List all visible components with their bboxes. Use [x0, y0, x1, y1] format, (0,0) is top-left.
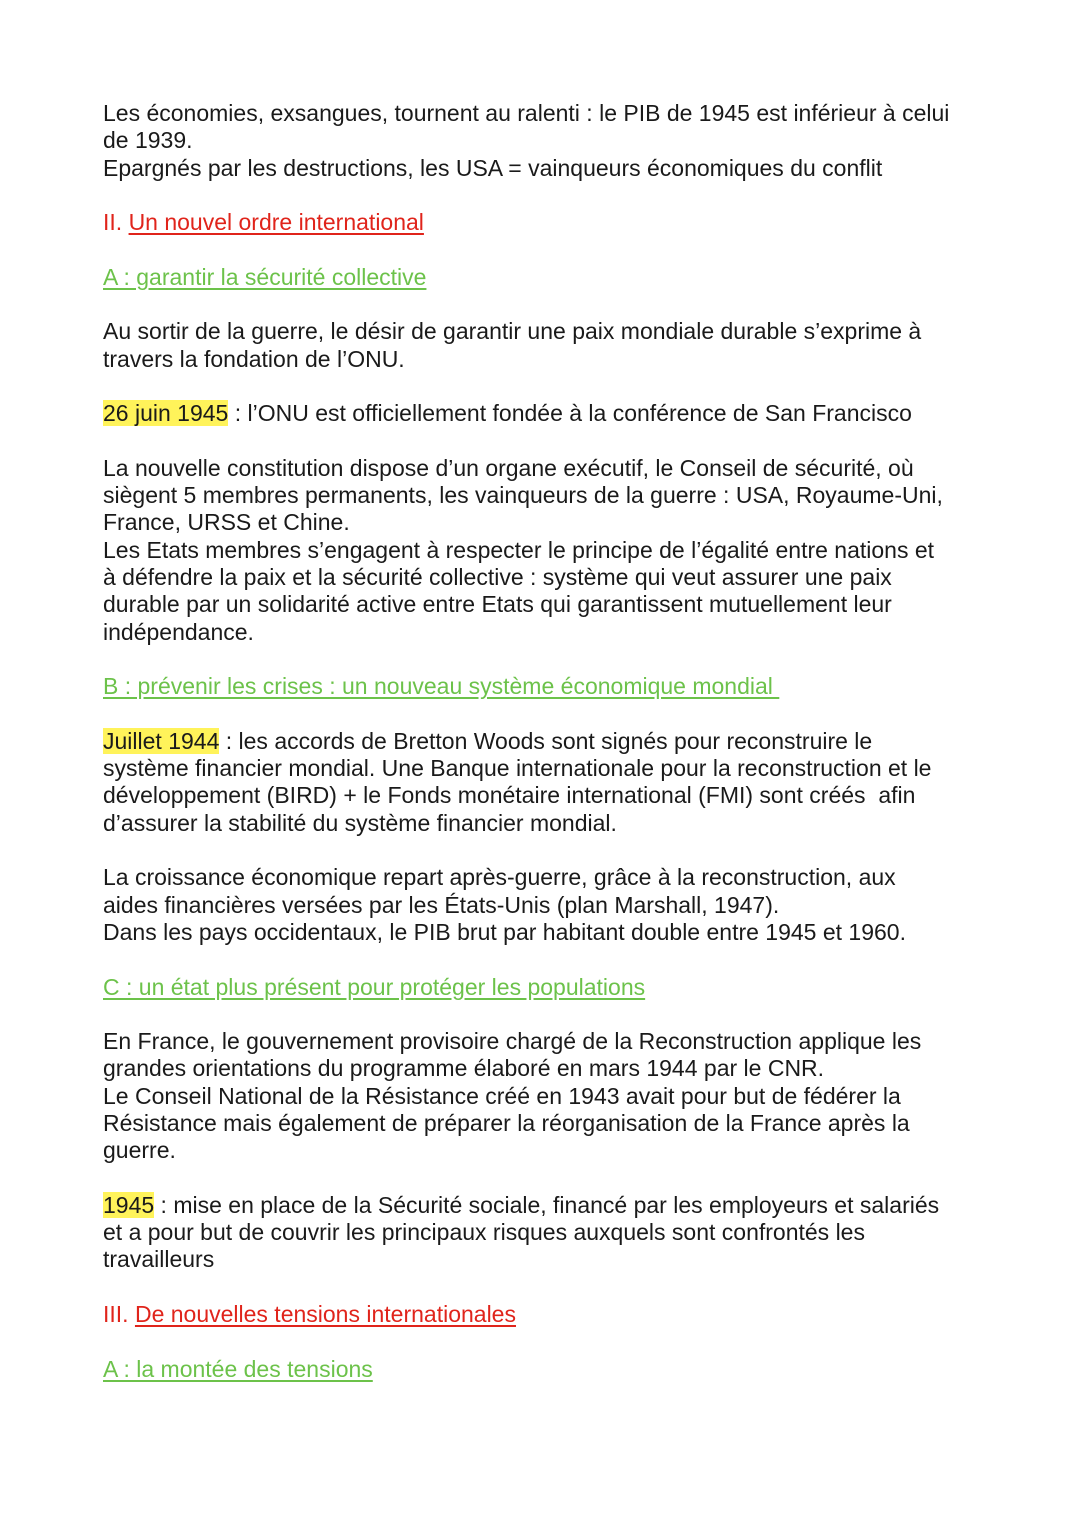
text-fragment: : l’ONU est officiellement fondée à la conférence de San Francisco [228, 400, 912, 427]
section-title: Un nouvel ordre international [128, 209, 424, 236]
section-title: De nouvelles tensions internationales [134, 1301, 516, 1328]
section-heading [103, 209, 983, 236]
text-line: siègent 5 membres permanents, les vainqueurs de la guerre : USA, Royaume-Uni, [103, 482, 943, 509]
subsection-title: A : la montée des tensions [103, 1355, 373, 1382]
text-line: indépendance. [103, 618, 254, 645]
text-line [103, 400, 983, 427]
section-number: II. [103, 209, 129, 236]
subsection-heading [103, 264, 983, 291]
text-fragment: : mise en place de la Sécurité sociale, financé par les employeurs et salariés [154, 1191, 940, 1218]
text-line: travers la fondation de l’ONU. [103, 345, 405, 372]
document-body [103, 100, 983, 1410]
text-line: Au sortir de la guerre, le désir de garantir une paix mondiale durable s’exprime à [103, 318, 922, 345]
section-heading-line [103, 1301, 983, 1328]
subsection-heading [103, 974, 983, 1001]
text-line: Les économies, exsangues, tournent au ralenti : le PIB de 1945 est inférieur à celui [103, 100, 950, 126]
text-fragment: : les accords de Bretton Woods sont signés pour reconstruire le [219, 727, 873, 754]
text-line: Epargnés par les destructions, les USA = vainqueurs économiques du conflit [103, 154, 883, 181]
text-line: Les Etats membres s’engagent à respecter le principe de l’égalité entre nations et [103, 536, 935, 563]
text-line: France, URSS et Chine. [103, 509, 350, 536]
text-line: durable par un solidarité active entre Etats qui garantissent mutuellement leur [103, 591, 892, 618]
text-line: grandes orientations du programme élaboré en mars 1944 par le CNR. [103, 1055, 825, 1082]
subsection-heading-line [103, 264, 983, 291]
subsection-title: B : prévenir les crises : un nouveau système économique mondial [103, 673, 780, 700]
section-heading [103, 1301, 983, 1328]
text-line: guerre. [103, 1137, 176, 1164]
dated-paragraph [103, 1192, 983, 1274]
section-heading-line [103, 209, 983, 236]
paragraph [103, 1028, 983, 1164]
paragraph [103, 455, 983, 646]
subsection-heading-line [103, 673, 983, 700]
text-line: développement (BIRD) + le Fonds monétaire international (FMI) sont créés afin [103, 782, 916, 809]
highlighted-date: Juillet 1944 [103, 727, 220, 754]
text-line: de 1939. [103, 127, 193, 154]
text-line: système financier mondial. Une Banque internationale pour la reconstruction et le [103, 755, 932, 782]
text-line: En France, le gouvernement provisoire chargé de la Reconstruction applique les [103, 1028, 922, 1055]
subsection-heading-line [103, 1356, 983, 1383]
subsection-heading [103, 673, 983, 700]
text-line: aides financières versées par les États-Unis (plan Marshall, 1947). [103, 891, 780, 918]
text-line: et a pour but de couvrir les principaux risques auxquels sont confrontés les [103, 1219, 865, 1246]
text-line: d’assurer la stabilité du système financier mondial. [103, 809, 617, 836]
text-line: La nouvelle constitution dispose d’un organe exécutif, le Conseil de sécurité, où [103, 454, 914, 481]
section-number: III. [103, 1301, 135, 1328]
dated-paragraph [103, 400, 983, 427]
subsection-title: C : un état plus présent pour protéger les populations [103, 973, 646, 1000]
subsection-heading-line [103, 974, 983, 1001]
text-line: Le Conseil National de la Résistance créé en 1943 avait pour but de fédérer la [103, 1082, 901, 1109]
text-line: à défendre la paix et la sécurité collective : système qui veut assurer une paix [103, 564, 892, 591]
paragraph [103, 864, 983, 946]
highlighted-date: 1945 [103, 1191, 155, 1218]
dated-paragraph [103, 728, 983, 837]
subsection-heading [103, 1356, 983, 1383]
text-line: Dans les pays occidentaux, le PIB brut par habitant double entre 1945 et 1960. [103, 918, 906, 945]
text-line: Résistance mais également de préparer la réorganisation de la France après la [103, 1109, 910, 1136]
text-line: La croissance économique repart après-guerre, grâce à la reconstruction, aux [103, 864, 896, 891]
text-line [103, 728, 983, 755]
text-line [103, 1192, 983, 1219]
subsection-title: A : garantir la sécurité collective [103, 263, 427, 290]
paragraph [103, 318, 983, 373]
highlighted-date: 26 juin 1945 [103, 400, 229, 427]
paragraph [103, 100, 983, 182]
text-line: travailleurs [103, 1246, 215, 1273]
